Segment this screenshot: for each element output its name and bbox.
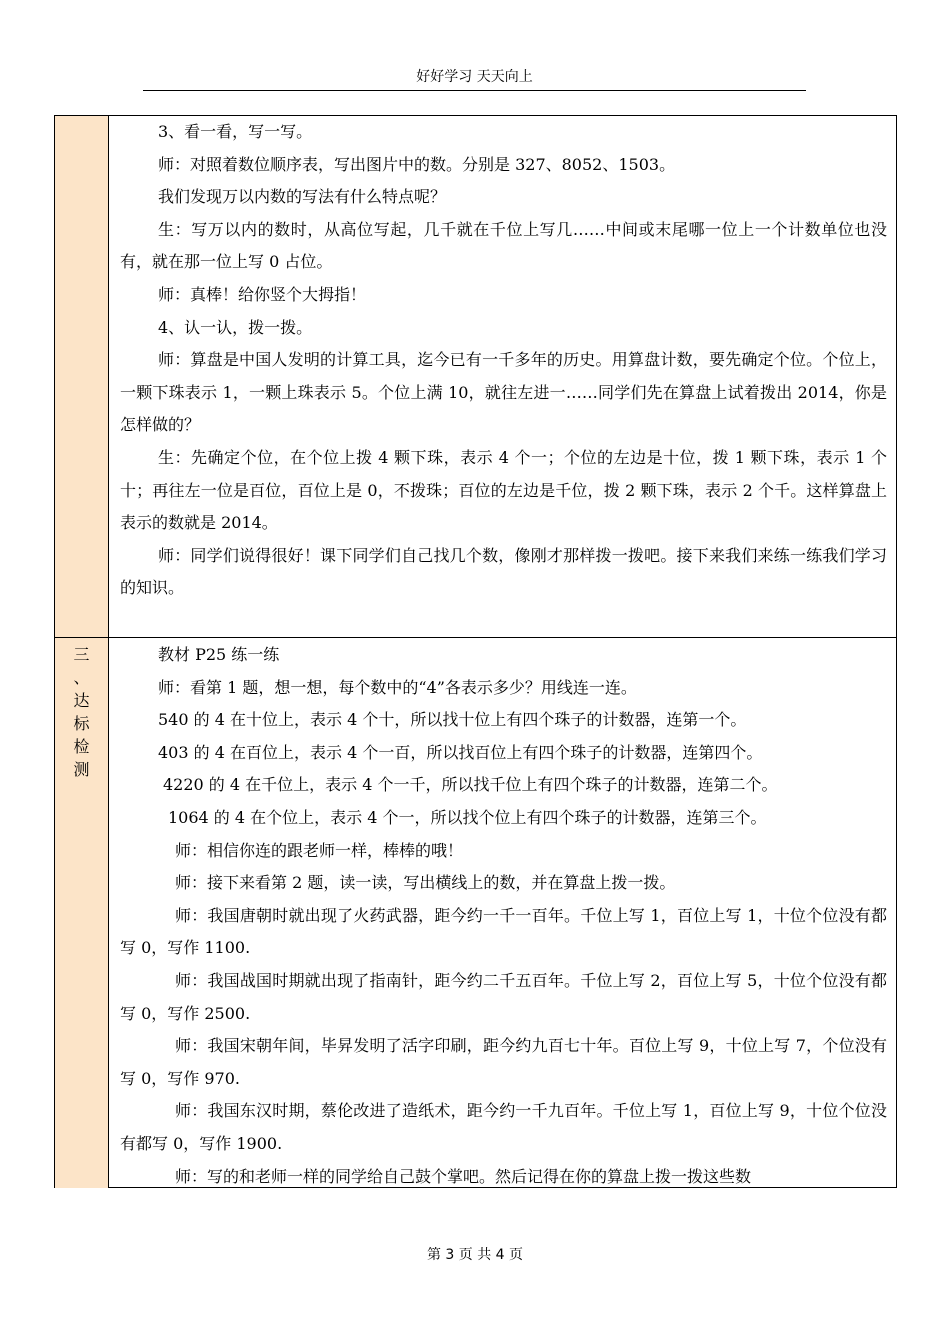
label-char: 三 xyxy=(73,645,90,664)
paragraph: 403 的 4 在百位上，表示 4 个一百，所以找百位上有四个珠子的计数器，连第四个。 xyxy=(158,742,763,762)
paragraph: 生：写万以内的数时，从高位写起，几千就在千位上写几……中间或末尾哪一位上一个计数单位也没有，就在那一位上写 0 占位。 xyxy=(120,219,887,272)
paragraph: 4220 的 4 在千位上，表示 4 个一千，所以找千位上有四个珠子的计数器，连第二个。 xyxy=(163,775,778,795)
label-char: 达 xyxy=(73,691,90,710)
label-char: 标 xyxy=(73,714,90,733)
paragraph: 师：接下来看第 2 题，读一读，写出横线上的数，并在算盘上拨一拨。 xyxy=(175,873,676,893)
paragraph: 教材 P25 练一练 xyxy=(158,645,280,664)
paragraph: 师：看第 1 题，想一想，每个数中的“4”各表示多少？用线连一连。 xyxy=(158,677,637,697)
section-label-cell-2 xyxy=(55,637,109,1188)
paragraph: 1064 的 4 在个位上，表示 4 个一，所以找个位上有四个珠子的计数器，连第三个。 xyxy=(168,807,767,827)
page-footer: 第 3 页 共 4 页 xyxy=(426,1247,524,1263)
paragraph: 4、认一认，拨一拨。 xyxy=(158,317,313,337)
paragraph: 师：我国宋朝年间，毕昇发明了活字印刷，距今约九百七十年。百位上写 9，十位上写 7，个位没有写 0，写作 970. xyxy=(120,1036,887,1088)
section-label-assessment xyxy=(55,643,108,781)
paragraph: 师：真棒！给你竖个大拇指！ xyxy=(158,284,367,304)
row-divider xyxy=(55,637,896,638)
lesson-table xyxy=(54,115,897,1188)
paragraph: 3、看一看，写一写。 xyxy=(158,122,313,141)
paragraph: 师：相信你连的跟老师一样，棒棒的哦！ xyxy=(175,840,464,860)
page-header: 好好学习 天天向上 xyxy=(143,64,806,91)
paragraph: 师：写的和老师一样的同学给自己鼓个掌吧。然后记得在你的算盘上拨一拨这些数 xyxy=(175,1166,752,1186)
paragraph: 生：先确定个位，在个位上拨 4 颗下珠，表示 4 个一；个位的左边是十位，拨 1 颗下珠，表示 1 个十；再往左一位是百位，百位上是 0，不拨珠；百位的左边是千位，拨 2 颗下珠，表示 2 个千。这样算盘上表示的数就是 2014。 xyxy=(120,447,887,533)
section-2-content xyxy=(120,639,887,1193)
paragraph: 师：同学们说得很好！课下同学们自己找几个数，像刚才那样拨一拨吧。接下来我们来练一练我们学习的知识。 xyxy=(120,545,887,598)
paragraph: 师：对照着数位顺序表，写出图片中的数。分别是 327、8052、1503。 xyxy=(158,154,676,174)
paragraph: 我们发现万以内数的写法有什么特点呢？ xyxy=(158,187,447,207)
paragraph: 师：我国唐朝时就出现了火药武器，距今约一千一百年。千位上写 1，百位上写 1，十位个位没有都写 0，写作 1100. xyxy=(120,905,887,958)
paragraph: 师：我国东汉时期，蔡伦改进了造纸术，距今约一千九百年。千位上写 1，百位上写 9，十位个位没有都写 0，写作 1900. xyxy=(120,1101,887,1153)
paragraph: 540 的 4 在十位上，表示 4 个十，所以找十位上有四个珠子的计数器，连第一个。 xyxy=(158,710,747,730)
section-label-cell-1 xyxy=(55,116,109,637)
paragraph: 师：我国战国时期就出现了指南针，距今约二千五百年。千位上写 2，百位上写 5，十位个位没有都写 0，写作 2500. xyxy=(120,970,887,1023)
label-char: 测 xyxy=(73,760,90,779)
paragraph: 师：算盘是中国人发明的计算工具，迄今已有一千多年的历史。用算盘计数，要先确定个位。个位上，一颗下珠表示 1，一颗上珠表示 5。个位上满 10，就往左进一……同学们先在算盘上试着拨出 2014，你是怎样做的？ xyxy=(120,350,887,435)
label-char: 、 xyxy=(73,668,90,687)
label-char: 检 xyxy=(73,737,90,756)
section-1-content xyxy=(120,116,887,605)
